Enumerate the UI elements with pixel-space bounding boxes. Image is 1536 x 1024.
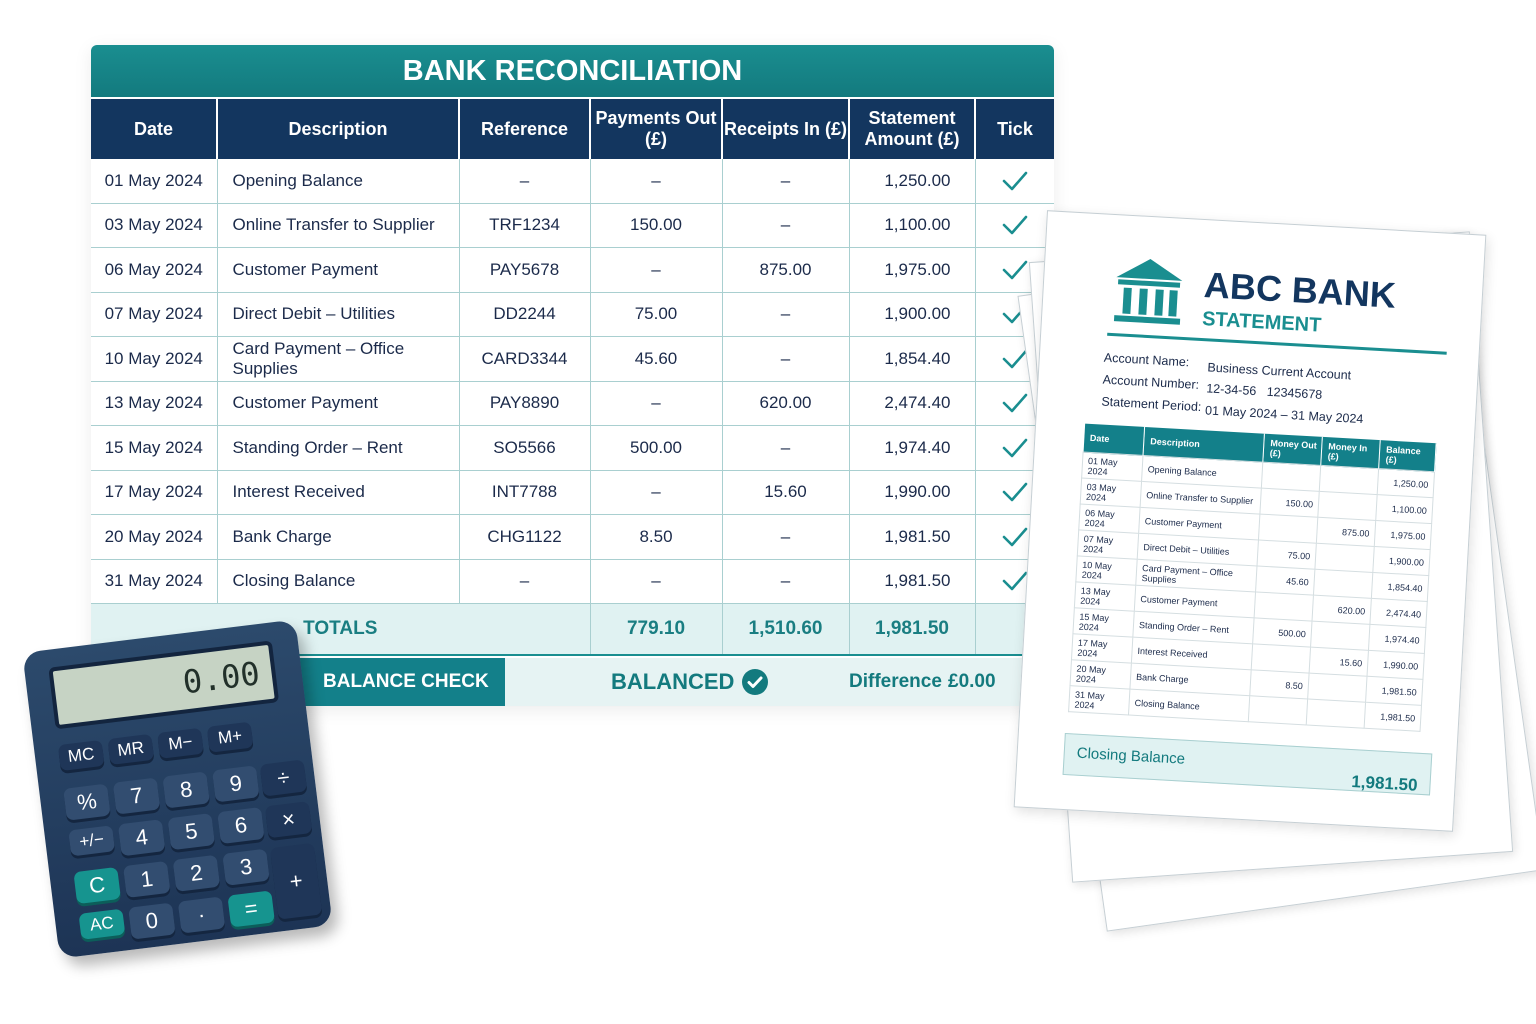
st-cell-out (1248, 696, 1307, 725)
st-cell-description: Direct Debit – Utilities (1137, 533, 1258, 566)
st-cell-out (1261, 462, 1320, 491)
st-cell-out (1258, 514, 1317, 543)
st-cell-date: 01 May 2024 (1082, 452, 1143, 481)
st-cell-in: 620.00 (1312, 595, 1371, 624)
key-plus-minus[interactable]: +/− (68, 825, 115, 856)
cell-description: Online Transfer to Supplier (217, 203, 459, 248)
header-date: Date (91, 98, 217, 159)
closing-balance-label: Closing Balance (1076, 744, 1186, 768)
statement-table (1068, 424, 1437, 732)
table-row (91, 203, 1054, 248)
table-row (91, 515, 1054, 560)
st-cell-out: 8.50 (1250, 670, 1309, 699)
cell-statement-amount: 1,990.00 (849, 470, 975, 515)
cell-reference: TRF1234 (459, 203, 590, 248)
bank-statement (1014, 210, 1487, 832)
cell-receipts-in: – (722, 337, 849, 382)
table-row (91, 248, 1054, 293)
st-cell-balance: 1,974.40 (1368, 624, 1425, 653)
cell-receipts-in: – (722, 159, 849, 203)
check-icon (976, 170, 1055, 192)
key-m-plus[interactable]: M+ (207, 722, 254, 753)
cell-reference: – (459, 159, 590, 203)
cell-statement-amount: 1,975.00 (849, 248, 975, 293)
tick-cell (975, 203, 1054, 248)
st-cell-balance: 1,981.50 (1364, 702, 1421, 731)
st-cell-description: Online Transfer to Supplier (1140, 481, 1261, 514)
cell-date: 06 May 2024 (91, 248, 217, 293)
cell-payments-out: – (590, 381, 722, 426)
st-cell-description: Customer Payment (1134, 585, 1255, 618)
st-cell-out: 75.00 (1257, 540, 1316, 569)
st-cell-description: Opening Balance (1142, 455, 1263, 488)
cell-reference: PAY8890 (459, 381, 590, 426)
table-row (91, 292, 1054, 337)
st-cell-balance: 1,900.00 (1373, 546, 1430, 575)
cell-payments-out: – (590, 248, 722, 293)
calculator (22, 619, 332, 958)
cell-date: 20 May 2024 (91, 515, 217, 560)
cell-description: Card Payment – Office Supplies (217, 337, 459, 382)
st-cell-balance: 1,990.00 (1367, 650, 1424, 679)
st-cell-in: 15.60 (1309, 647, 1368, 676)
st-header-description: Description (1143, 427, 1264, 462)
cell-date: 01 May 2024 (91, 159, 217, 203)
cell-payments-out: 8.50 (590, 515, 722, 560)
cell-reference: PAY5678 (459, 248, 590, 293)
st-cell-in (1315, 543, 1374, 572)
st-cell-description: Card Payment – Office Supplies (1136, 559, 1257, 592)
closing-balance-box (1063, 733, 1433, 795)
key-8[interactable]: 8 (162, 771, 210, 808)
cell-payments-out: 75.00 (590, 292, 722, 337)
st-cell-date: 13 May 2024 (1074, 582, 1135, 611)
cell-receipts-in: – (722, 292, 849, 337)
st-cell-in (1313, 569, 1372, 598)
reconciliation-table (91, 97, 1054, 656)
st-cell-out: 150.00 (1260, 488, 1319, 517)
cell-payments-out: – (590, 159, 722, 203)
header-tick: Tick (975, 98, 1054, 159)
table-row (91, 559, 1054, 604)
totals-label: TOTALS (91, 604, 590, 656)
cell-payments-out: 45.60 (590, 337, 722, 382)
difference-label: Difference (849, 671, 942, 692)
cell-description: Interest Received (217, 470, 459, 515)
cell-description: Direct Debit – Utilities (217, 292, 459, 337)
bank-name: ABC BANK (1202, 264, 1397, 316)
table-row (91, 159, 1054, 203)
key-5[interactable]: 5 (168, 813, 216, 850)
account-name-value: Business Current Account (1207, 360, 1352, 383)
key-m-minus[interactable]: M− (157, 728, 204, 759)
st-cell-description: Customer Payment (1139, 507, 1260, 540)
st-cell-in (1306, 699, 1365, 728)
cell-description: Customer Payment (217, 248, 459, 293)
table-row (91, 426, 1054, 471)
cell-date: 03 May 2024 (91, 203, 217, 248)
calculator-display: 0.00 (48, 640, 279, 729)
cell-date: 31 May 2024 (91, 559, 217, 604)
key-6[interactable]: 6 (217, 807, 265, 844)
statement-subtitle: STATEMENT (1201, 308, 1322, 337)
st-cell-balance: 1,250.00 (1377, 469, 1434, 498)
account-number-value: 12-34-56 12345678 (1205, 381, 1323, 402)
header-statement-amount: Statement Amount (£) (849, 98, 975, 159)
st-header-date: Date (1083, 424, 1144, 456)
table-row (91, 337, 1054, 382)
totals-receipts-in: 1,510.60 (722, 604, 849, 656)
st-cell-in (1319, 465, 1378, 494)
cell-date: 10 May 2024 (91, 337, 217, 382)
st-cell-out (1254, 592, 1313, 621)
check-icon (976, 214, 1055, 236)
st-cell-out (1251, 644, 1310, 673)
cell-description: Standing Order – Rent (217, 426, 459, 471)
closing-balance-value: 1,981.50 (1350, 772, 1419, 795)
key-divide[interactable]: ÷ (260, 759, 308, 796)
totals-statement-amount: 1,981.50 (849, 604, 975, 656)
st-header-balance: Balance (£) (1379, 440, 1437, 472)
key-percent[interactable]: % (63, 784, 111, 821)
cell-statement-amount: 1,981.50 (849, 559, 975, 604)
cell-statement-amount: 1,854.40 (849, 337, 975, 382)
cell-date: 15 May 2024 (91, 426, 217, 471)
table-row (91, 381, 1054, 426)
cell-reference: CARD3344 (459, 337, 590, 382)
cell-receipts-in: 875.00 (722, 248, 849, 293)
account-name-label: Account Name: (1103, 350, 1190, 370)
cell-date: 17 May 2024 (91, 470, 217, 515)
header-payments-out: Payments Out (£) (590, 98, 722, 159)
key-mc[interactable]: MC (58, 740, 105, 771)
cell-payments-out: 150.00 (590, 203, 722, 248)
header-divider (1107, 333, 1447, 355)
key-9[interactable]: 9 (212, 765, 260, 802)
cell-statement-amount: 1,900.00 (849, 292, 975, 337)
st-cell-date: 31 May 2024 (1069, 686, 1130, 715)
st-cell-in (1308, 673, 1367, 702)
cell-reference: SO5566 (459, 426, 590, 471)
cell-payments-out: 500.00 (590, 426, 722, 471)
cell-statement-amount: 1,981.50 (849, 515, 975, 560)
st-cell-description: Standing Order – Rent (1133, 611, 1254, 644)
st-cell-description: Bank Charge (1130, 663, 1251, 696)
cell-receipts-in: – (722, 426, 849, 471)
st-header-money-out: Money Out (£) (1263, 434, 1323, 466)
header-reference: Reference (459, 98, 590, 159)
cell-receipts-in: – (722, 203, 849, 248)
cell-receipts-in: 15.60 (722, 470, 849, 515)
key-4[interactable]: 4 (118, 819, 166, 856)
cell-reference: – (459, 559, 590, 604)
key-7[interactable]: 7 (113, 777, 161, 814)
account-number-label: Account Number: (1102, 372, 1200, 392)
st-cell-date: 03 May 2024 (1080, 478, 1141, 507)
key-clear[interactable]: C (73, 867, 121, 904)
cell-reference: INT7788 (459, 470, 590, 515)
balanced-text: BALANCED (611, 669, 735, 694)
header-receipts-in: Receipts In (£) (722, 98, 849, 159)
statement-period-label: Statement Period: (1101, 394, 1202, 415)
st-cell-balance: 1,854.40 (1371, 572, 1428, 601)
difference-value: £0.00 (948, 671, 996, 692)
key-1[interactable]: 1 (123, 861, 171, 898)
cell-statement-amount: 2,474.40 (849, 381, 975, 426)
totals-payments-out: 779.10 (590, 604, 722, 656)
balance-status (505, 658, 1054, 706)
tick-cell (975, 159, 1054, 203)
st-cell-date: 20 May 2024 (1070, 660, 1131, 689)
st-cell-balance: 1,981.50 (1366, 676, 1423, 705)
st-cell-date: 07 May 2024 (1077, 530, 1138, 559)
cell-description: Customer Payment (217, 381, 459, 426)
st-cell-date: 17 May 2024 (1071, 634, 1132, 663)
table-row (91, 470, 1054, 515)
check-circle-icon (741, 668, 769, 701)
st-cell-description: Closing Balance (1128, 689, 1249, 722)
st-cell-out: 45.60 (1256, 566, 1315, 595)
cell-receipts-in: – (722, 559, 849, 604)
table-header-row (91, 98, 1054, 159)
statement-period-value: 01 May 2024 – 31 May 2024 (1204, 403, 1364, 427)
st-cell-date: 10 May 2024 (1076, 556, 1137, 585)
cell-date: 13 May 2024 (91, 381, 217, 426)
cell-statement-amount: 1,974.40 (849, 426, 975, 471)
st-cell-description: Interest Received (1131, 637, 1252, 670)
cell-receipts-in: – (722, 515, 849, 560)
cell-statement-amount: 1,250.00 (849, 159, 975, 203)
st-header-money-in: Money In (£) (1321, 437, 1381, 469)
header-description: Description (217, 98, 459, 159)
cell-payments-out: – (590, 559, 722, 604)
reconciliation-card (91, 45, 1054, 706)
cell-date: 07 May 2024 (91, 292, 217, 337)
st-cell-out: 500.00 (1253, 618, 1312, 647)
cell-description: Closing Balance (217, 559, 459, 604)
cell-receipts-in: 620.00 (722, 381, 849, 426)
st-cell-date: 15 May 2024 (1073, 608, 1134, 637)
st-cell-in: 875.00 (1316, 517, 1375, 546)
key-2[interactable]: 2 (173, 855, 221, 892)
st-cell-balance: 2,474.40 (1370, 598, 1427, 627)
cell-statement-amount: 1,100.00 (849, 203, 975, 248)
key-mr[interactable]: MR (107, 734, 154, 765)
key-all-clear[interactable]: AC (78, 909, 125, 940)
balance-check-label: BALANCE CHECK (91, 658, 505, 706)
key-multiply[interactable]: × (265, 801, 313, 838)
key-0[interactable]: 0 (128, 903, 176, 940)
cell-payments-out: – (590, 470, 722, 515)
st-cell-balance: 1,975.00 (1374, 521, 1431, 550)
cell-reference: DD2244 (459, 292, 590, 337)
st-cell-balance: 1,100.00 (1376, 495, 1433, 524)
key-decimal[interactable]: · (178, 896, 226, 933)
key-add[interactable]: + (270, 843, 322, 920)
cell-description: Opening Balance (217, 159, 459, 203)
st-cell-in (1311, 621, 1370, 650)
st-cell-date: 06 May 2024 (1079, 504, 1140, 533)
key-equals[interactable]: = (227, 890, 275, 927)
cell-reference: CHG1122 (459, 515, 590, 560)
reconciliation-title: BANK RECONCILIATION (91, 45, 1054, 97)
st-cell-in (1318, 491, 1377, 520)
key-3[interactable]: 3 (222, 849, 270, 886)
bank-building-icon (1112, 255, 1186, 332)
cell-description: Bank Charge (217, 515, 459, 560)
